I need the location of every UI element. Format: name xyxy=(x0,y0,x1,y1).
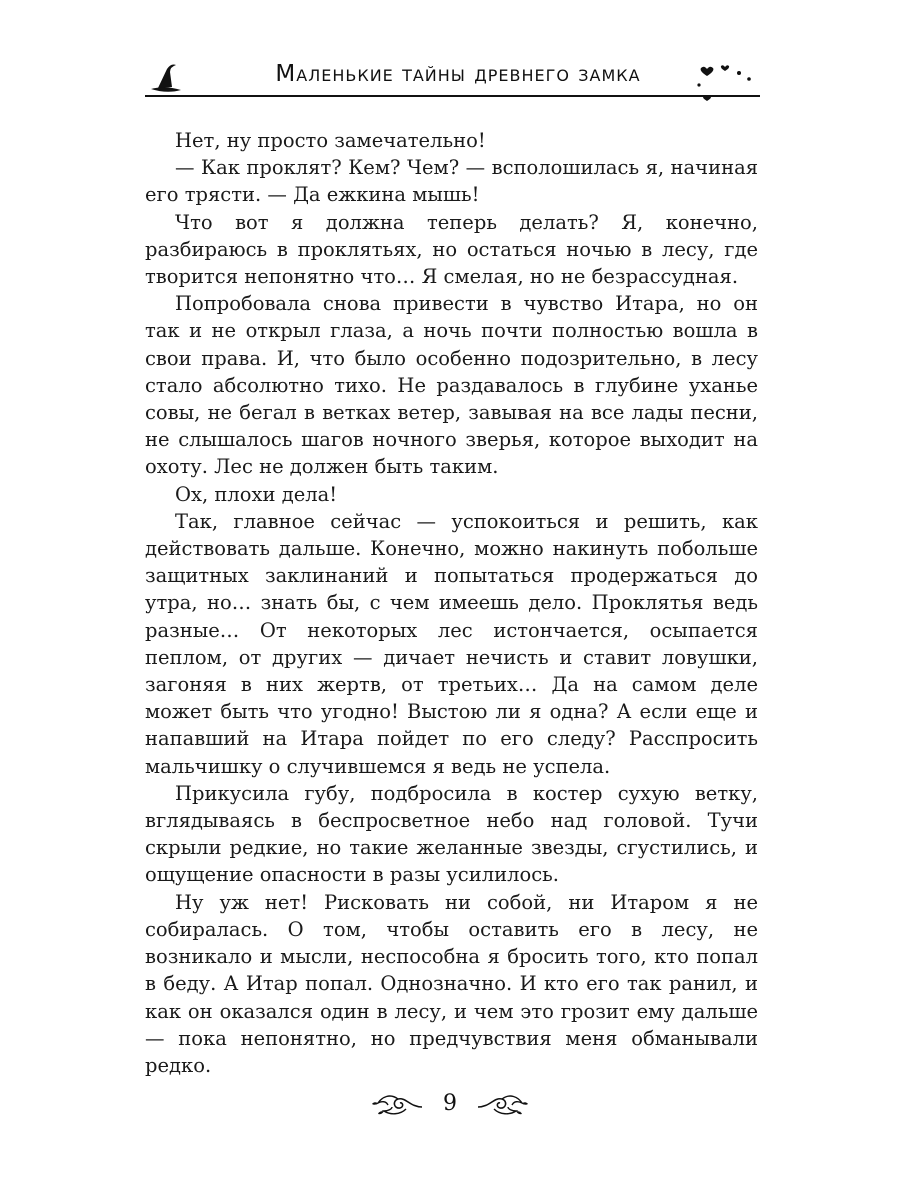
paragraph: — Как проклят? Кем? Чем? — всполошилась я, начиная его трясти. — Да ежкина мышь! xyxy=(145,156,758,207)
page-body xyxy=(145,127,758,1079)
witch-hat-icon xyxy=(145,59,185,99)
flourish-ornament-icon xyxy=(475,1089,530,1119)
paragraph: Нет, ну просто замечательно! xyxy=(175,129,486,152)
page-footer xyxy=(370,1085,530,1125)
paragraph: Попробовала снова привести в чувство Итара, но он так и не открыл глаза, а ночь почти полностью вошла в свои права. И, что было особенно подозрительно, в лесу стало абсолютно тихо. Не раздавалось в глубине уханье совы, не бегал в ветках ветер, завывая на все лады песни, не слышалось шагов ночного зверья, которое выходит на охоту. Лес не должен быть таким. xyxy=(145,292,758,479)
paragraph: Так, главное сейчас — успокоиться и решить, как действовать дальше. Конечно, можно накинуть побольше защитных заклинаний и попытаться продержаться до утра, но… знать бы, с чем имеешь дело. Проклятья ведь разные… От некоторых лес истончается, осыпается пеплом, от других — дичает нечисть и ставит ловушки, загоняя в них жертв, от третьих… Да на самом деле может быть что угодно! Выстою ли я одна? А если еще и напавший на Итара пойдет по его следу? Расспросить мальчишку о случившемся я ведь не успела. xyxy=(145,509,758,778)
header-rule xyxy=(145,95,760,97)
paragraph: Ну уж нет! Рисковать ни собой, ни Итаром я не собиралась. О том, чтобы оставить его в лесу, не возникало и мысли, неспособна я бросить того, кто попал в беду. А Итар попал. Однозначно. И кто его так ранил, и как он оказался один в лесу, и чем это грозит ему дальше — пока непонятно, но предчувствия меня обманывали редко. xyxy=(145,890,758,1077)
paragraph: Что вот я должна теперь делать? Я, конечно, разбираюсь в проклятьях, но остаться ночью в лесу, где творится непонятно что… Я смелая, но не безрассудная. xyxy=(145,210,758,289)
paragraph: Прикусила губу, подбросила в костер сухую ветку, вглядываясь в беспросветное небо над головой. Тучи скрыли редкие, но такие желанные звезды, сгустились, и ощущение опасности в разы усилилось. xyxy=(145,781,758,887)
hearts-icon xyxy=(693,55,759,115)
paragraph: Ох, плохи дела! xyxy=(175,482,338,506)
running-header xyxy=(145,55,760,115)
header-title: Маленькие тайны древнего замка xyxy=(275,61,641,87)
page-number: 9 xyxy=(443,1091,457,1116)
